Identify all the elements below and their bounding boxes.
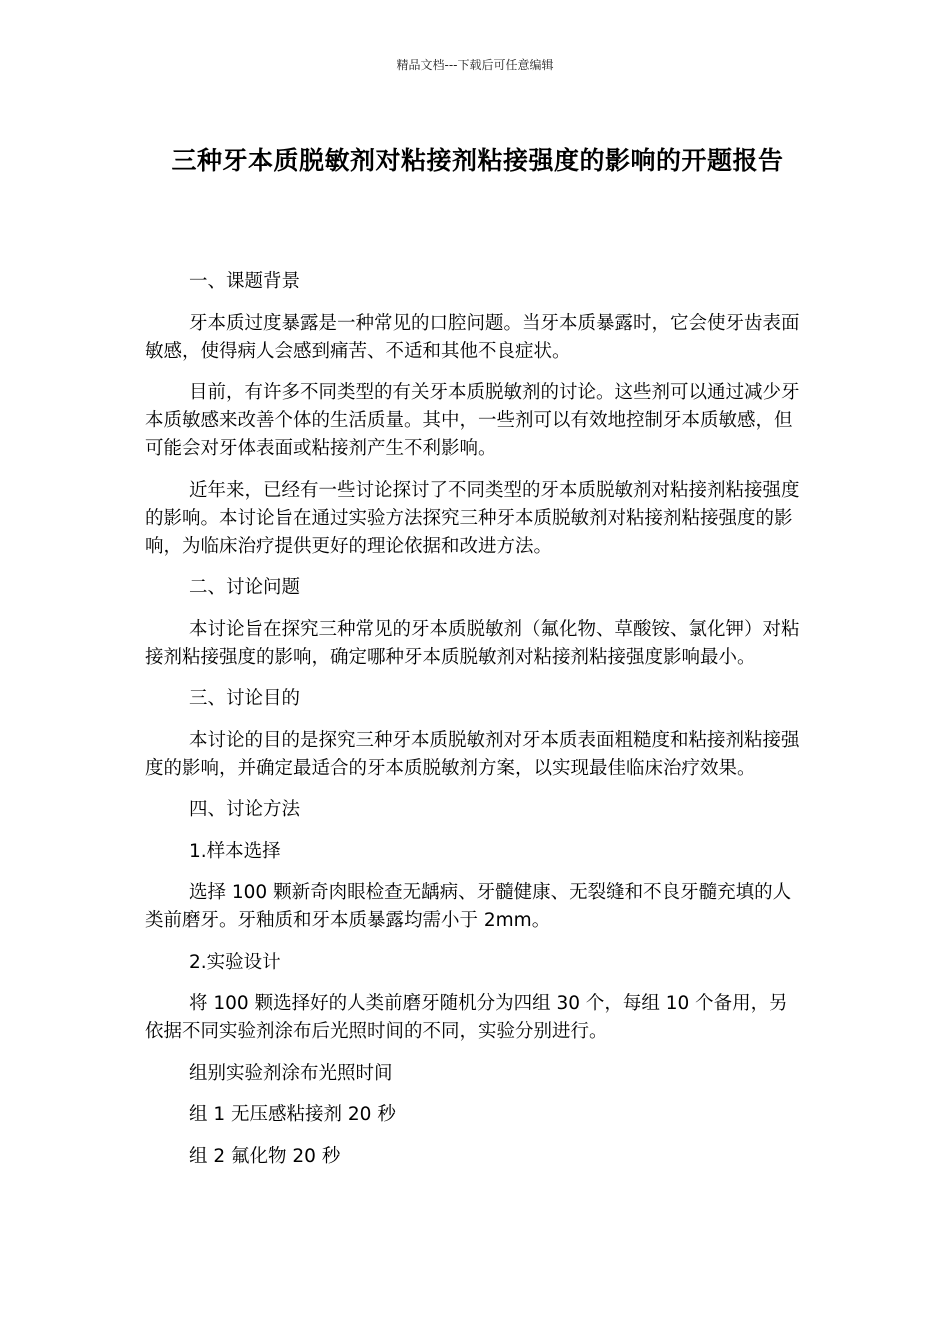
group-table-header: 组别实验剂涂布光照时间 [189,1062,393,1084]
paragraph-background-3: 近年来，已经有一些讨论探讨了不同类型的牙本质脱敏剂对粘接剂粘接强度的影响。本讨论旨在通过实验方法探究三种牙本质脱敏剂对粘接剂粘接强度的影响，为临床治疗提供更好的理论依据和改进方法。 [145,479,800,557]
section-heading-method: 四、讨论方法 [189,799,301,820]
section-heading-background: 一、课题背景 [189,271,301,292]
document-body [145,268,805,1184]
section-heading-question: 二、讨论问题 [189,577,301,598]
paragraph-experiment-design: 将 100 颗选择好的人类前磨牙随机分为四组 30 个，每组 10 个备用，另依据不同实验剂涂布后光照时间的不同，实验分别进行。 [145,993,788,1042]
paragraph-background-2: 目前，有许多不同类型的有关牙本质脱敏剂的讨论。这些剂可以通过减少牙本质敏感来改善个体的生活质量。其中，一些剂可以有效地控制牙本质敏感，但可能会对牙体表面或粘接剂产生不利影响。 [145,382,800,459]
subheading-sample-selection: 1.样本选择 [189,840,281,862]
subheading-experiment-design: 2.实验设计 [189,951,281,973]
paragraph-background-1: 牙本质过度暴露是一种常见的口腔问题。当牙本质暴露时，它会使牙齿表面敏感，使得病人会感到痛苦、不适和其他不良症状。 [145,312,800,362]
group-row-2: 组 2 氟化物 20 秒 [189,1145,341,1167]
paragraph-question-1: 本讨论旨在探究三种常见的牙本质脱敏剂（氟化物、草酸铵、氯化钾）对粘接剂粘接强度的影响，确定哪种牙本质脱敏剂对粘接剂粘接强度影响最小。 [145,618,800,668]
section-heading-purpose: 三、讨论目的 [189,688,301,709]
group-row-1: 组 1 无压感粘接剂 20 秒 [189,1104,396,1125]
document-title: 三种牙本质脱敏剂对粘接剂粘接强度的影响的开题报告 [171,146,784,175]
paragraph-sample-selection: 选择 100 颗新奇肉眼检查无龋病、牙髓健康、无裂缝和不良牙髓充填的人类前磨牙。牙釉质和牙本质暴露均需小于 2mm。 [145,882,792,931]
paragraph-purpose-1: 本讨论的目的是探究三种牙本质脱敏剂对牙本质表面粗糙度和粘接剂粘接强度的影响，并确定最适合的牙本质脱敏剂方案，以实现最佳临床治疗效果。 [145,729,800,779]
header-note: 精品文档---下载后可任意编辑 [396,58,554,72]
